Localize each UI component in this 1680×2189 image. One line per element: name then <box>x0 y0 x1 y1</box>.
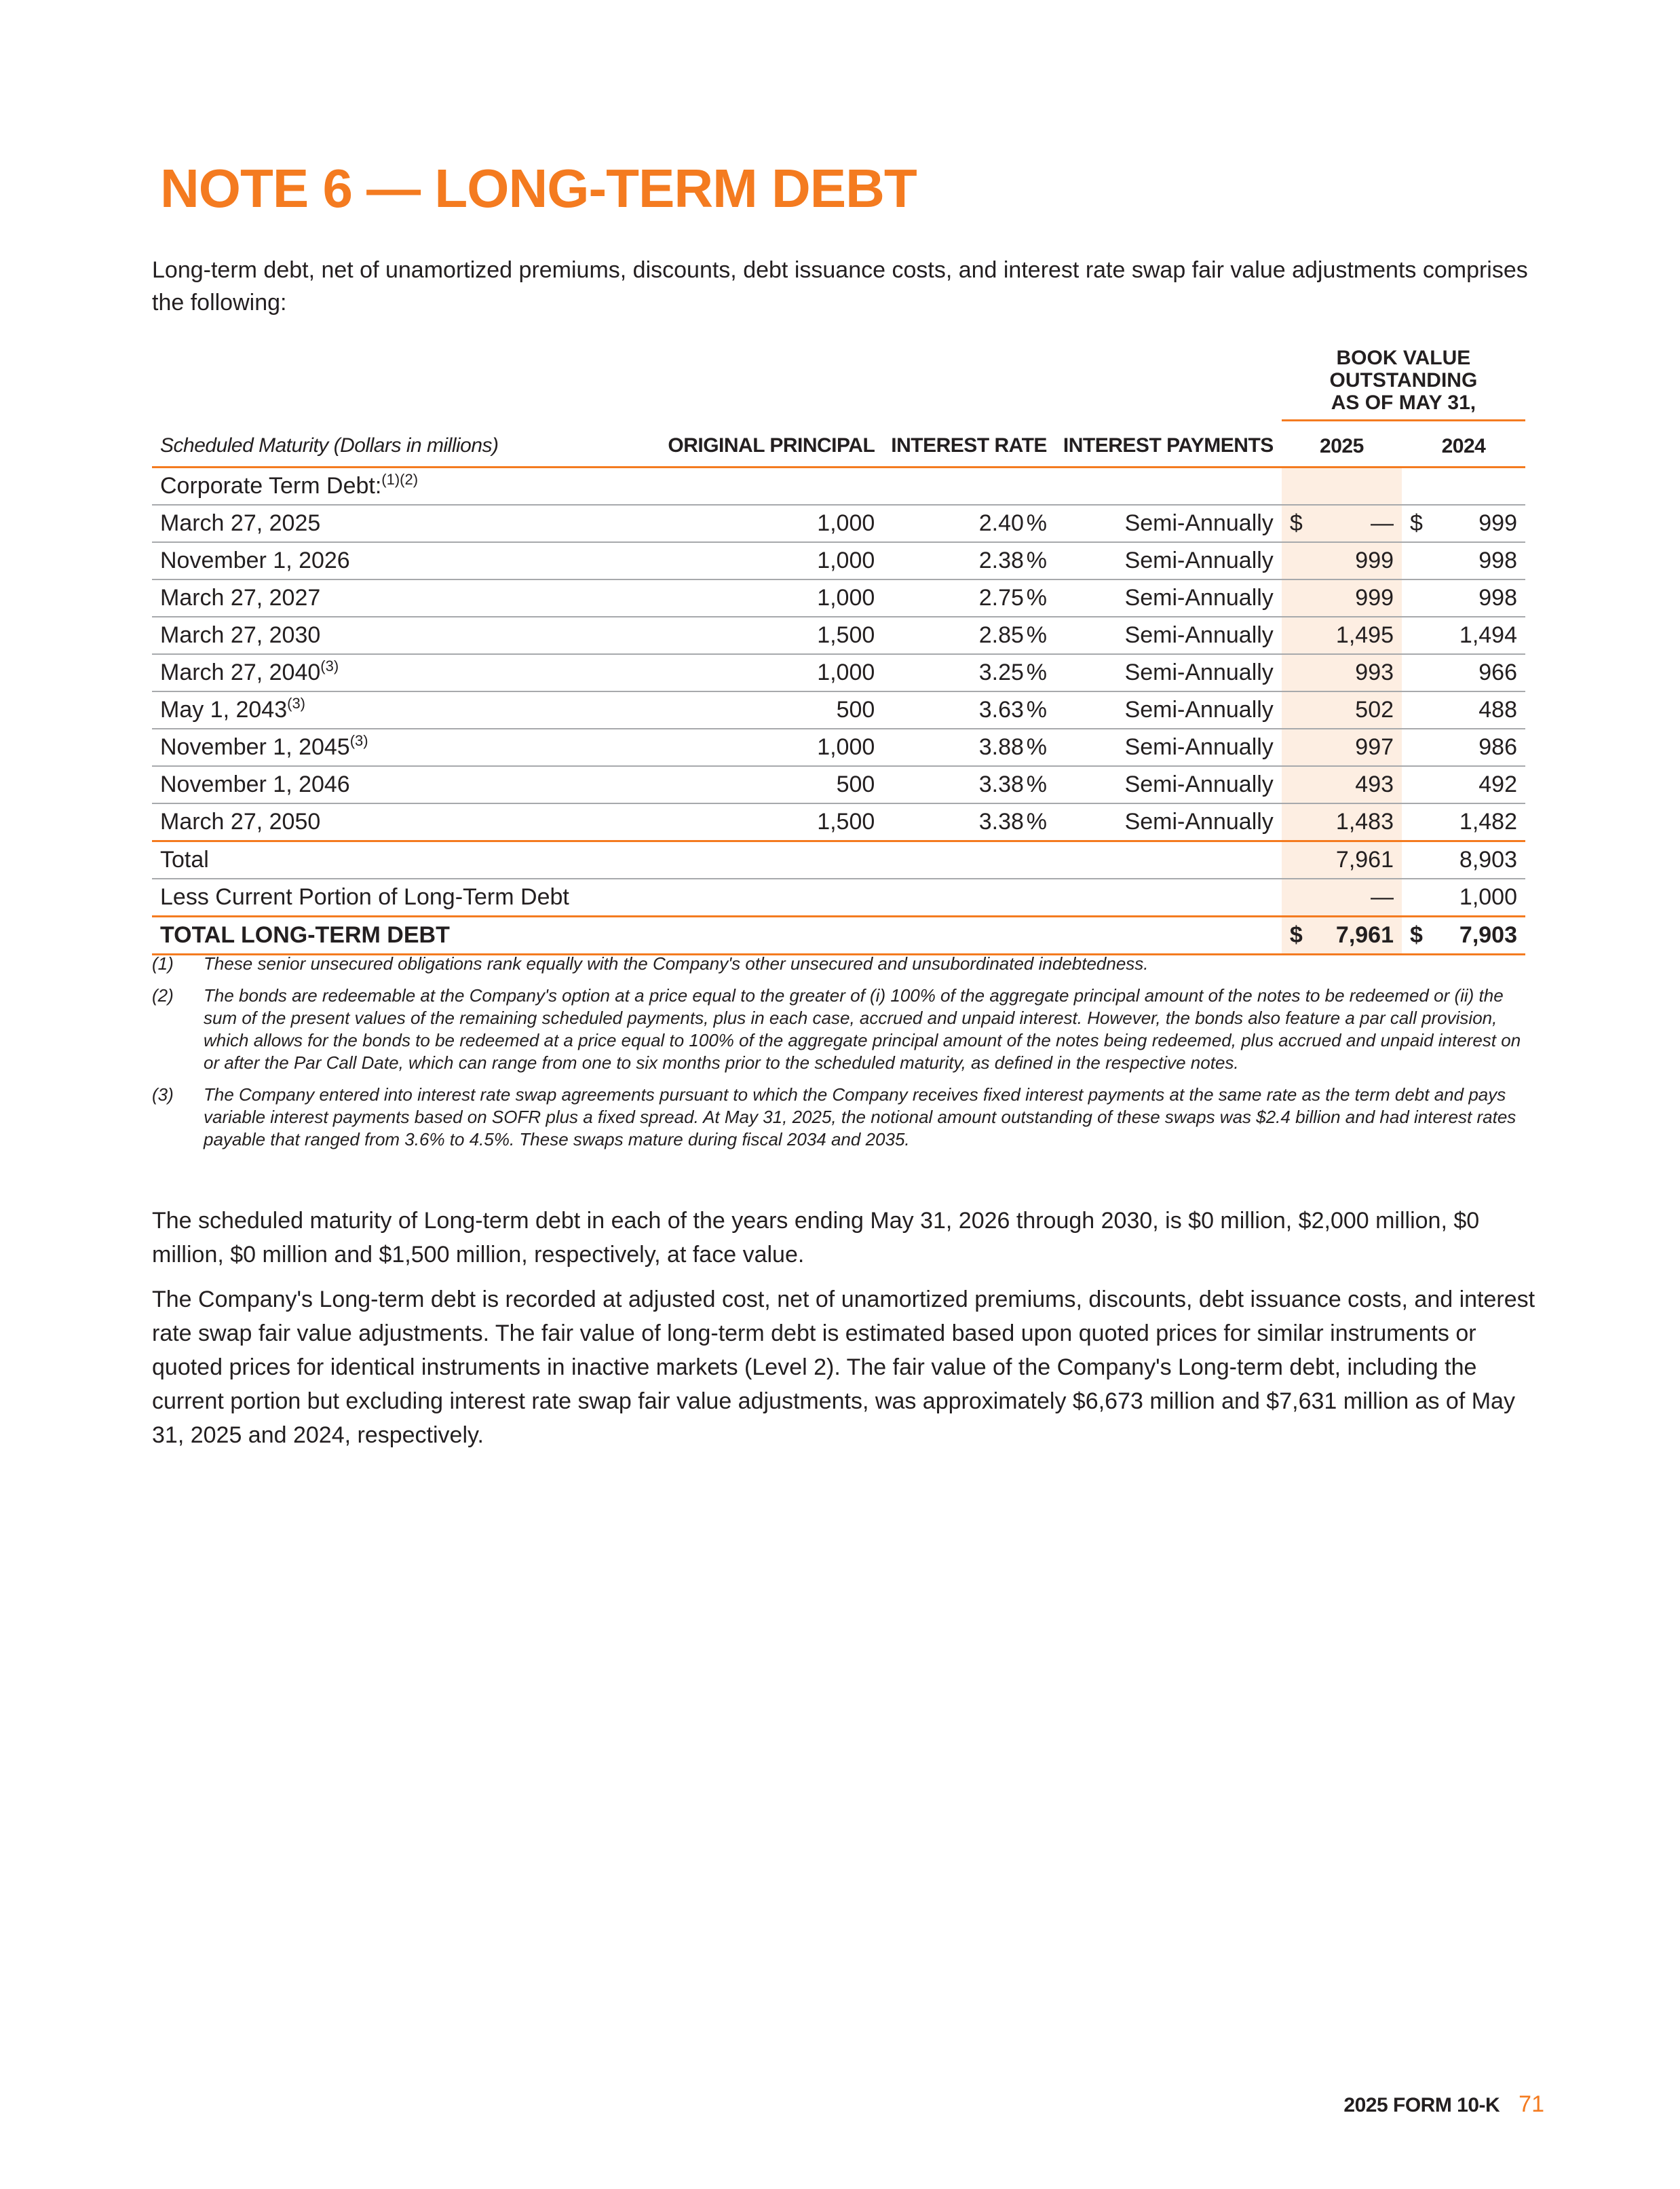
payments-cell: Semi-Annually <box>1055 691 1282 729</box>
rate-cell: 2.38 % <box>883 542 1055 579</box>
maturity-cell: March 27, 2040$^{(3)}$ <box>152 654 660 691</box>
page-number: 71 <box>1519 2091 1544 2117</box>
interest-payments-header: INTEREST PAYMENTS <box>1055 421 1282 468</box>
payments-cell: Semi-Annually <box>1055 766 1282 803</box>
rate-cell: 3.25 % <box>883 654 1055 691</box>
grand-total-2025: $ 7,961 <box>1282 917 1402 955</box>
scheduled-maturity-header: Scheduled Maturity (Dollars in millions) <box>152 421 660 468</box>
debt-row <box>152 654 1525 691</box>
year-2025-header: 2025 <box>1282 421 1402 468</box>
footnote-mark: (2) <box>152 985 174 1006</box>
book-value-header: BOOK VALUE OUTSTANDING AS OF MAY 31, <box>1282 346 1525 421</box>
maturity-paragraph: The scheduled maturity of Long-term debt in each of the years ending May 31, 2026 through 2030, is $0 million, $2,000 million, $0 million, $0 million and $1,500 million, respectively, at face value. <box>152 1208 1480 1268</box>
grand-total-row <box>152 917 1525 955</box>
value-2025-cell: 997 <box>1282 729 1402 766</box>
payments-cell: Semi-Annually <box>1055 803 1282 841</box>
original-principal-header: ORIGINAL PRINCIPAL <box>660 421 883 468</box>
payments-cell: Semi-Annually <box>1055 579 1282 617</box>
footnote-mark: (1) <box>152 953 174 974</box>
maturity-cell: March 27, 2025 <box>152 505 660 542</box>
book-value-header-row <box>152 346 1525 421</box>
value-2024-cell: 488 <box>1402 691 1525 729</box>
form-label: 2025 FORM 10-K <box>1343 2094 1500 2116</box>
total-label: Total <box>152 841 660 879</box>
value-2024-cell: 1,482 <box>1402 803 1525 841</box>
principal-cell: 1,000 <box>660 542 883 579</box>
payments-cell: Semi-Annually <box>1055 654 1282 691</box>
debt-row <box>152 729 1525 766</box>
value-2024-cell: 492 <box>1402 766 1525 803</box>
footnote <box>152 985 1525 1074</box>
footnote <box>152 953 1525 975</box>
rate-cell: 3.38 % <box>883 803 1055 841</box>
maturity-cell: November 1, 2026 <box>152 542 660 579</box>
value-2025-cell: 999 <box>1282 579 1402 617</box>
total-row <box>152 841 1525 879</box>
less-current-label: Less Current Portion of Long-Term Debt <box>152 879 660 917</box>
debt-row <box>152 505 1525 542</box>
debt-row <box>152 579 1525 617</box>
footnote-text: These senior unsecured obligations rank equally with the Company's other unsecured and unsubordinated indebtedness. <box>204 953 1149 974</box>
payments-cell: Semi-Annually <box>1055 617 1282 654</box>
less-current-2025: — <box>1282 879 1402 917</box>
debt-row <box>152 691 1525 729</box>
long-term-debt-table <box>152 346 1525 955</box>
less-current-row <box>152 879 1525 917</box>
principal-cell: 1,000 <box>660 654 883 691</box>
value-2024-cell: 1,494 <box>1402 617 1525 654</box>
grand-total-2024: $ 7,903 <box>1402 917 1525 955</box>
value-2025-cell: 993 <box>1282 654 1402 691</box>
footnote-mark: (3) <box>152 1084 174 1105</box>
maturity-cell: November 1, 2046 <box>152 766 660 803</box>
less-current-2024: 1,000 <box>1402 879 1525 917</box>
maturity-cell: March 27, 2030 <box>152 617 660 654</box>
rate-cell: 3.63 % <box>883 691 1055 729</box>
page-footer <box>1343 2091 1544 2118</box>
value-2025-cell: 999 <box>1282 542 1402 579</box>
value-2024-cell: 966 <box>1402 654 1525 691</box>
principal-cell: 1,500 <box>660 803 883 841</box>
maturity-cell: March 27, 2027 <box>152 579 660 617</box>
footnote-text: The bonds are redeemable at the Company's option at a price equal to the greater of (i) 100% of the aggregate principal amount of the notes to be redeemed or (ii) the sum of the present values of the remaining scheduled payments, plus in each case, accrued and unpaid interest. However, the bonds also feature a par call provision, which allows for the bonds to be redeemed at a price equal to 100% of the aggregate principal amount of the notes being redeemed, plus accrued and unpaid interest on or after the Par Call Date, which can range from one to six months prior to the scheduled maturity, as defined in the respective notes. <box>204 985 1521 1073</box>
payments-cell: Semi-Annually <box>1055 505 1282 542</box>
year-2024-header: 2024 <box>1402 421 1525 468</box>
footnote <box>152 1084 1525 1151</box>
footnote-text: The Company entered into interest rate swap agreements pursuant to which the Company receives fixed interest payments at the same rate as the term debt and pays variable interest payments based on SOFR plus a fixed spread. At May 31, 2025, the notional amount outstanding of these swaps was $2.4 billion and had interest rates payable that ranged from 3.6% to 4.5%. These swaps mature during fiscal 2034 and 2035. <box>204 1084 1516 1149</box>
value-2025-cell: 502 <box>1282 691 1402 729</box>
debt-row <box>152 542 1525 579</box>
interest-rate-header: INTEREST RATE <box>883 421 1055 468</box>
value-2024-cell: 986 <box>1402 729 1525 766</box>
grand-total-label: TOTAL LONG-TERM DEBT <box>152 917 660 955</box>
value-2025-cell: 1,483 <box>1282 803 1402 841</box>
maturity-cell: May 1, 2043$^{(3)}$ <box>152 691 660 729</box>
total-2024: 8,903 <box>1402 841 1525 879</box>
rate-cell: 3.38 % <box>883 766 1055 803</box>
principal-cell: 500 <box>660 691 883 729</box>
debt-row <box>152 803 1525 841</box>
principal-cell: 1,000 <box>660 579 883 617</box>
section-row <box>152 468 1525 506</box>
principal-cell: 1,000 <box>660 505 883 542</box>
footnotes <box>152 953 1525 1160</box>
debt-row <box>152 617 1525 654</box>
column-header-row <box>152 421 1525 468</box>
principal-cell: 1,000 <box>660 729 883 766</box>
value-2024-cell: $ 999 <box>1402 505 1525 542</box>
value-2024-cell: 998 <box>1402 542 1525 579</box>
value-2025-cell: 493 <box>1282 766 1402 803</box>
value-2024-cell: 998 <box>1402 579 1525 617</box>
section-label: Corporate Term Debt:$^{(1)(2)}$ <box>152 468 660 506</box>
maturity-cell: November 1, 2045$^{(3)}$ <box>152 729 660 766</box>
payments-cell: Semi-Annually <box>1055 729 1282 766</box>
intro-paragraph: Long-term debt, net of unamortized premiums, discounts, debt issuance costs, and interest rate swap fair value adjustments comprises the following: <box>152 257 1528 316</box>
maturity-cell: March 27, 2050 <box>152 803 660 841</box>
rate-cell: 3.88 % <box>883 729 1055 766</box>
value-2025-cell: 1,495 <box>1282 617 1402 654</box>
page-title: NOTE 6 — LONG-TERM DEBT <box>160 158 917 218</box>
debt-row <box>152 766 1525 803</box>
principal-cell: 1,500 <box>660 617 883 654</box>
fair-value-paragraph: The Company's Long-term debt is recorded at adjusted cost, net of unamortized premiums, discounts, debt issuance costs, and interest rate swap fair value adjustments. The fair value of long-term debt is estimated based upon quoted prices for similar instruments or quoted prices for identical instruments in inactive markets (Level 2). The fair value of the Company's Long-term debt, including the current portion but excluding interest rate swap fair value adjustments, was approximately $6,673 million and $7,631 million as of May 31, 2025 and 2024, respectively. <box>152 1287 1535 1448</box>
payments-cell: Semi-Annually <box>1055 542 1282 579</box>
rate-cell: 2.85 % <box>883 617 1055 654</box>
value-2025-cell: $ — <box>1282 505 1402 542</box>
total-2025: 7,961 <box>1282 841 1402 879</box>
principal-cell: 500 <box>660 766 883 803</box>
rate-cell: 2.40 % <box>883 505 1055 542</box>
rate-cell: 2.75 % <box>883 579 1055 617</box>
